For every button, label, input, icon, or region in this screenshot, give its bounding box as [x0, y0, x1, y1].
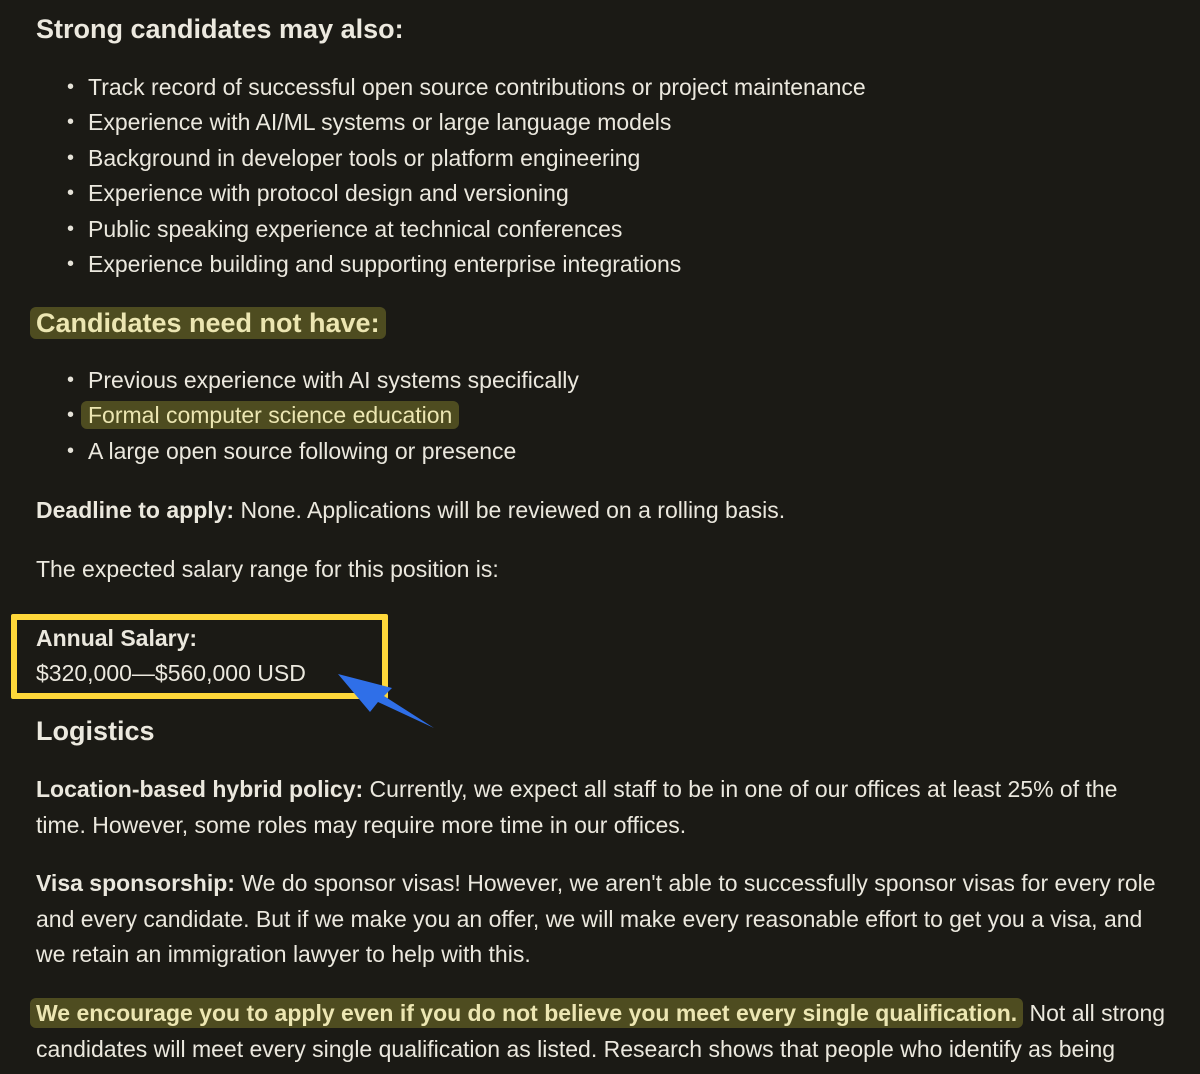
- deadline-paragraph: [36, 493, 785, 529]
- highlighted-item: Formal computer science education: [81, 401, 459, 429]
- bullet-icon: •: [67, 146, 75, 169]
- bullet-icon: •: [67, 217, 75, 240]
- list-item: • Public speaking experience at technical conferences: [36, 212, 866, 247]
- list-item: • A large open source following or presence: [36, 434, 579, 469]
- encourage-paragraph: We encourage you to apply even if you do not believe you meet every single qualification. Not all strong candidates will meet every single qualification as listed. Research shows that people who identify as being: [36, 996, 1165, 1067]
- visa-sponsorship-paragraph: Visa sponsorship: We do sponsor visas! However, we aren't able to successfully sponsor visas for every role and every candidate. But if we make you an offer, we will make every reasonable effort to get you a visa, and we retain an immigration lawyer to help with this.: [36, 870, 1156, 967]
- list-item: [36, 398, 579, 433]
- logistics-heading: Logistics: [36, 716, 155, 746]
- bullet-icon: •: [67, 252, 75, 275]
- bullet-icon: •: [67, 369, 75, 391]
- visa-sponsorship-label: Visa sponsorship:: [36, 870, 235, 896]
- list-item: • Track record of successful open source contributions or project maintenance: [36, 70, 866, 105]
- highlighted-heading: Candidates need not have:: [30, 307, 386, 339]
- need-not-have-heading: [36, 308, 386, 339]
- annotation-arrow-icon: [330, 668, 440, 730]
- bullet-icon: •: [67, 404, 75, 427]
- deadline-label: Deadline to apply:: [36, 497, 235, 523]
- list-item: • Background in developer tools or platform engineering: [36, 141, 866, 176]
- list-item: • Experience with AI/ML systems or large language models: [36, 105, 866, 140]
- bullet-icon: •: [67, 76, 75, 98]
- hybrid-policy-paragraph: Location-based hybrid policy: Currently, we expect all staff to be in one of our offices at least 25% of the time. However, some roles may require more time in our offices.: [36, 776, 1118, 838]
- list-item: • Previous experience with AI systems specifically: [36, 363, 579, 398]
- list-item: • Experience building and supporting enterprise integrations: [36, 247, 866, 282]
- strong-candidates-list: [36, 70, 866, 282]
- hybrid-policy-label: Location-based hybrid policy:: [36, 776, 364, 802]
- list-item: • Experience with protocol design and versioning: [36, 176, 866, 211]
- need-not-have-list: [36, 363, 579, 469]
- bullet-icon: •: [67, 439, 75, 462]
- salary-range: $320,000—$560,000 USD: [36, 660, 306, 686]
- bullet-icon: •: [67, 111, 75, 134]
- bullet-icon: •: [67, 182, 75, 205]
- deadline-text: None. Applications will be reviewed on a rolling basis.: [234, 497, 786, 523]
- salary-label: Annual Salary:: [36, 625, 198, 651]
- strong-candidates-heading: Strong candidates may also:: [36, 14, 404, 44]
- encourage-highlight: We encourage you to apply even if you do not believe you meet every single qualification.: [30, 998, 1023, 1028]
- salary-intro: The expected salary range for this position is:: [36, 556, 499, 582]
